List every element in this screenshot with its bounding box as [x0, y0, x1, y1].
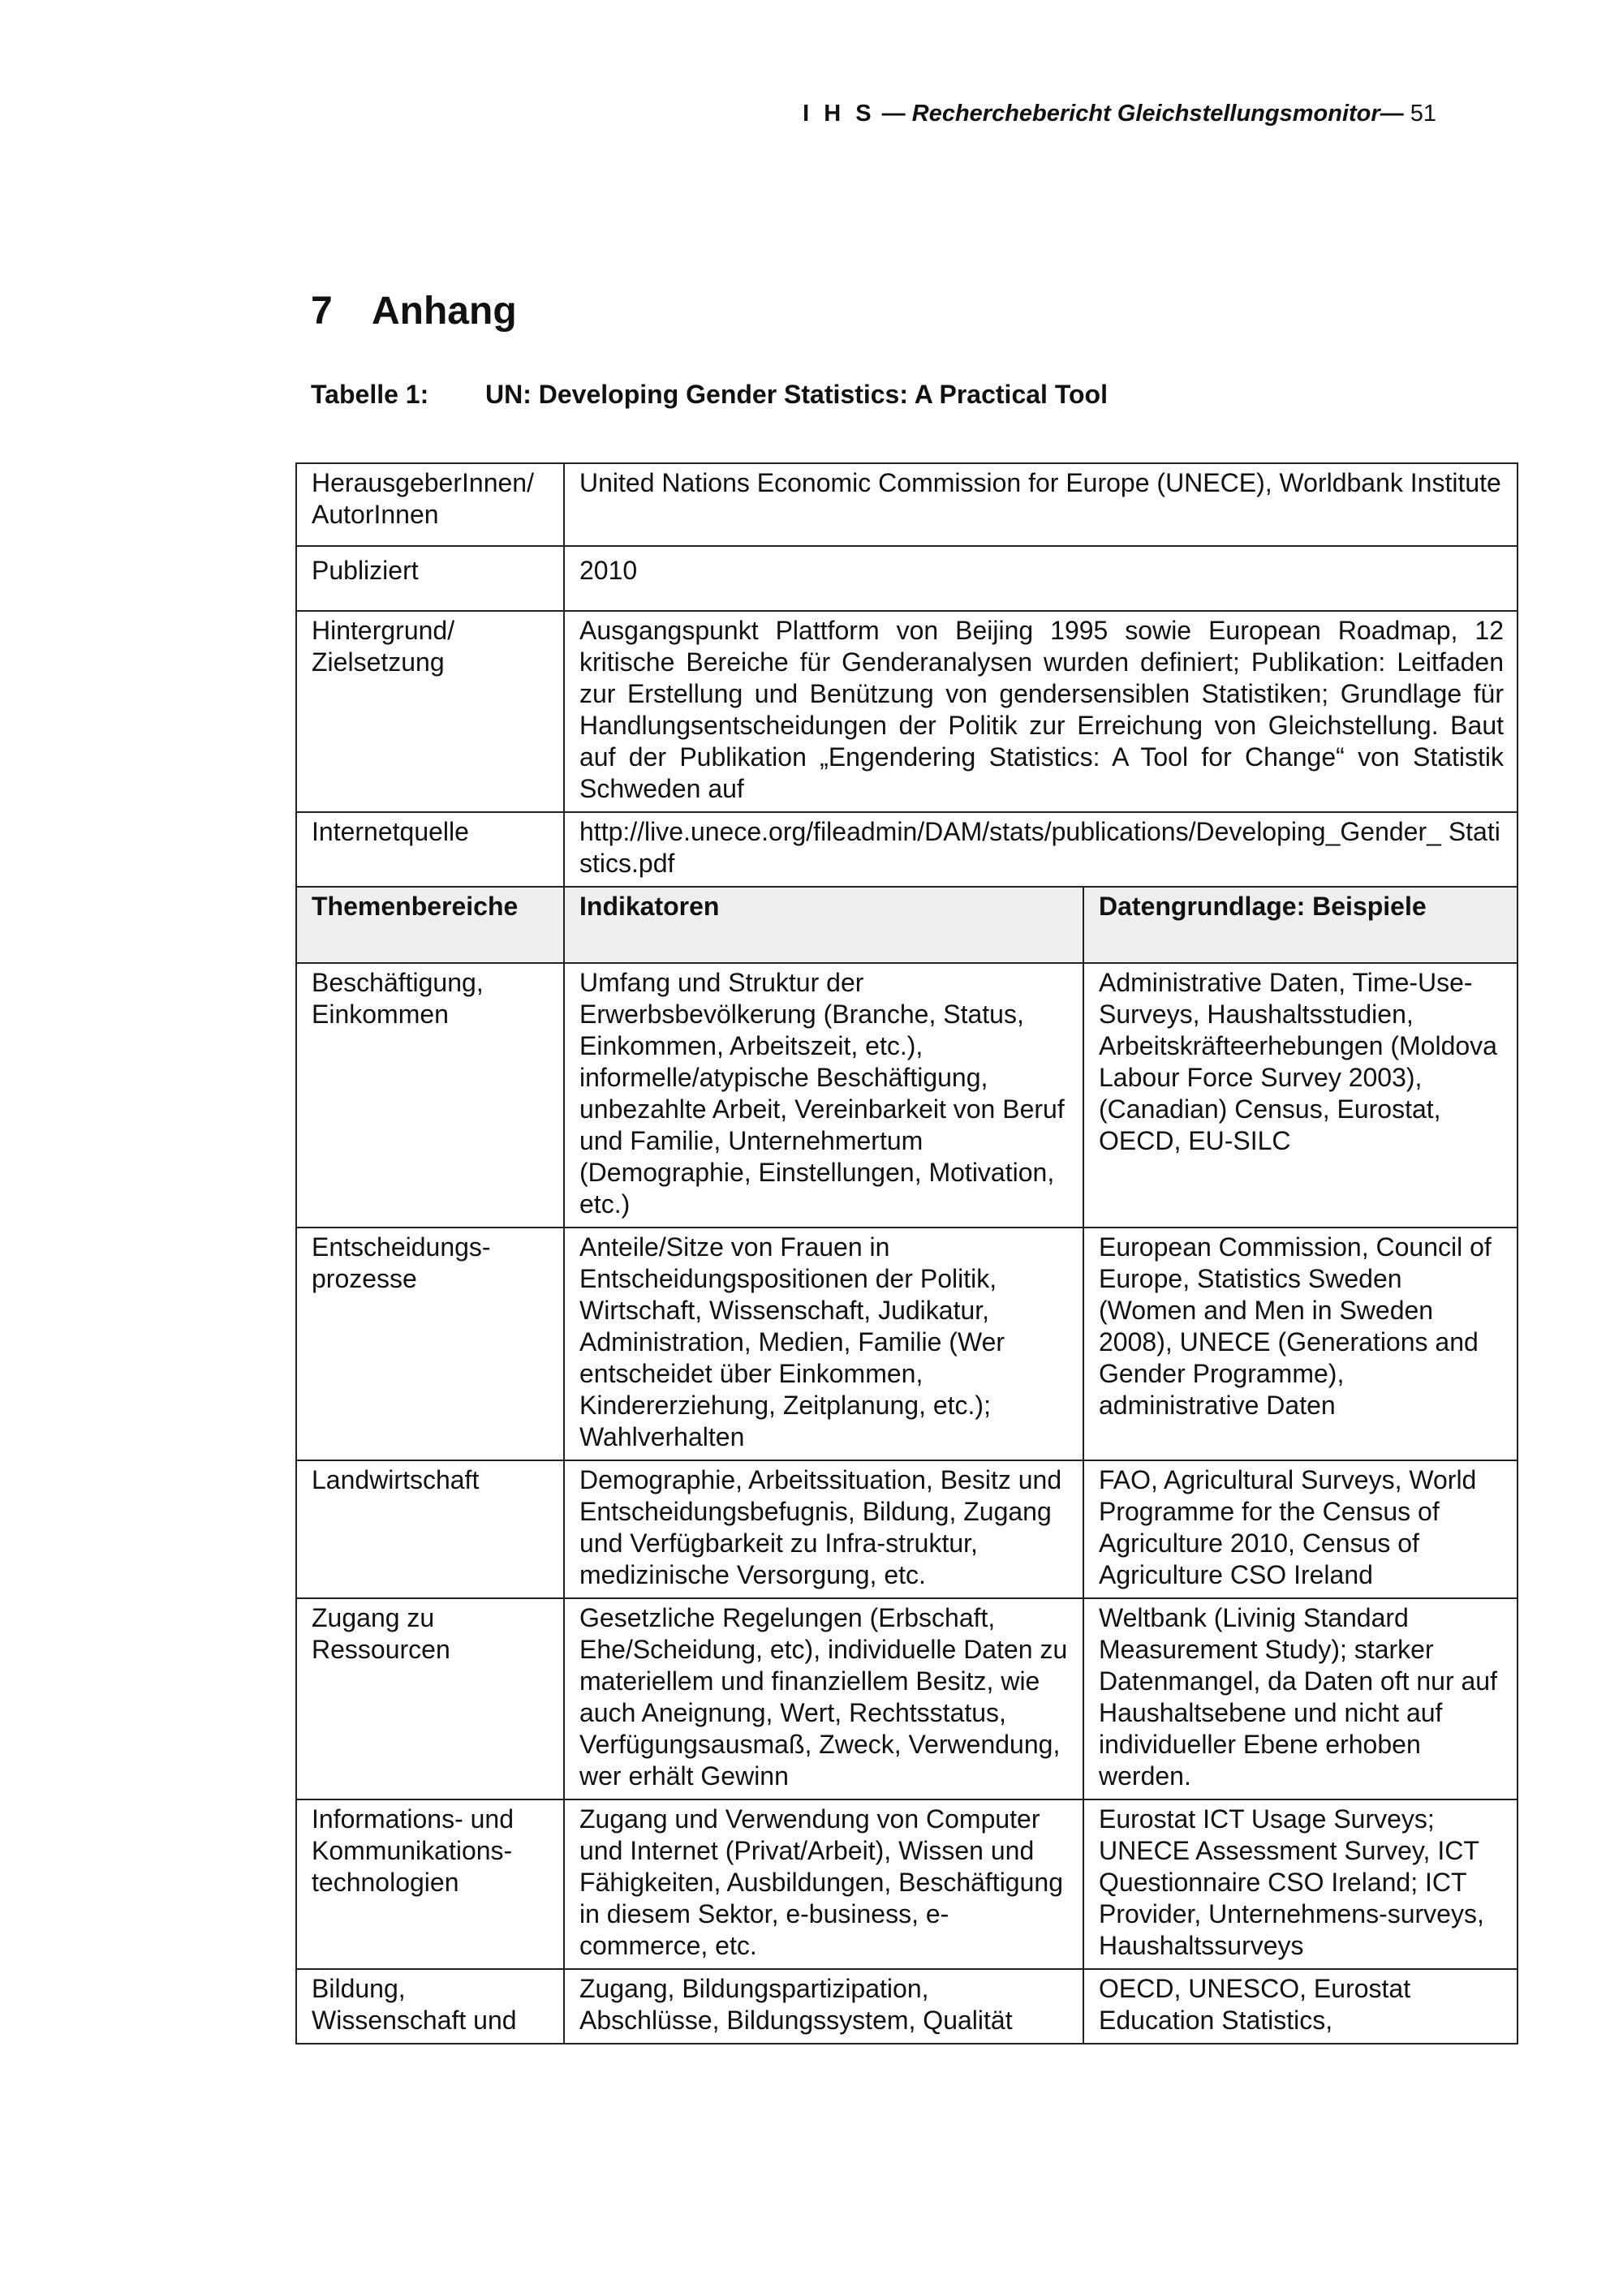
header-separator: — — [875, 101, 912, 127]
indicators-cell: Gesetzliche Regelungen (Erbschaft, Ehe/Scheidung, etc), individuelle Daten zu materiellem und finanziellem Besitz, wie auch Aneignung, Wert, Rechtsstatus, Verfügungsausmaß, Zweck, Verwendung, wer erhält Gewinn — [564, 1598, 1083, 1799]
published-value: 2010 — [564, 546, 1518, 611]
indicators-cell: Demographie, Arbeitssituation, Besitz und Entscheidungsbefugnis, Bildung, Zugang und Verfügbarkeit zu Infra-struktur, medizinische Versorgung, etc. — [564, 1460, 1083, 1598]
chapter-heading — [311, 289, 517, 333]
topic-cell: Zugang zu Ressourcen — [296, 1598, 564, 1799]
source-url[interactable]: http://live.unece.org/fileadmin/DAM/stats/publications/Developing_Gender_ Statistics.pdf — [564, 812, 1518, 887]
table-caption — [311, 380, 1108, 410]
data-source-cell: FAO, Agricultural Surveys, World Programme for the Census of Agriculture 2010, Census of Agriculture CSO Ireland — [1083, 1460, 1518, 1598]
data-source-cell: OECD, UNESCO, Eurostat Education Statistics, — [1083, 1969, 1518, 2044]
caption-title: UN: Developing Gender Statistics: A Practical Tool — [485, 380, 1108, 409]
published-label: Publiziert — [296, 546, 564, 611]
background-value: Ausgangspunkt Plattform von Beijing 1995 sowie European Roadmap, 12 kritische Bereiche für Genderanalysen wurden definiert; Publikation: Leitfaden zur Erstellung und Benützung von gendersensiblen Statistiken; Grundlage für Handlungsentscheidungen der Politik zur Erreichung von Gleichstellung. Baut auf der Publikation „Engendering Statistics: A Tool for Change“ von Statistik Schweden auf — [564, 611, 1518, 812]
table-row-authors — [296, 463, 1518, 546]
column-header-topics: Themenbereiche — [296, 887, 564, 963]
authors-value: United Nations Economic Commission for Europe (UNECE), Worldbank Institute — [564, 463, 1518, 546]
indicators-cell: Zugang, Bildungspartizipation, Abschlüsse, Bildungssystem, Qualität — [564, 1969, 1083, 2044]
data-source-cell: Weltbank (Livinig Standard Measurement Study); starker Datenmangel, da Daten oft nur auf Haushaltsebene und nicht auf individueller Ebene erhoben werden. — [1083, 1598, 1518, 1799]
table-header-row — [296, 887, 1518, 963]
topic-cell: Landwirtschaft — [296, 1460, 564, 1598]
column-header-indicators: Indikatoren — [564, 887, 1083, 963]
table-row — [296, 1598, 1518, 1799]
data-source-cell: Eurostat ICT Usage Surveys; UNECE Assessment Survey, ICT Questionnaire CSO Ireland; ICT Provider, Unternehmens-surveys, Haushaltssurveys — [1083, 1799, 1518, 1969]
table-row — [296, 1969, 1518, 2044]
chapter-number: 7 — [311, 290, 333, 333]
topic-cell: Entscheidungs-prozesse — [296, 1228, 564, 1460]
data-source-cell: European Commission, Council of Europe, Statistics Sweden (Women and Men in Sweden 2008), UNECE (Generations and Gender Programme), administrative Daten — [1083, 1228, 1518, 1460]
source-label: Internetquelle — [296, 812, 564, 887]
header-page-separator: — — [1380, 101, 1410, 127]
table-row — [296, 1460, 1518, 1598]
chapter-title: Anhang — [372, 290, 517, 333]
caption-label: Tabelle 1: — [311, 380, 429, 409]
table-row — [296, 1799, 1518, 1969]
table-row — [296, 1228, 1518, 1460]
background-label: Hintergrund/ Zielsetzung — [296, 611, 564, 812]
table-row-source — [296, 812, 1518, 887]
data-source-cell: Administrative Daten, Time-Use-Surveys, Haushaltsstudien, Arbeitskräfteerhebungen (Moldova Labour Force Survey 2003), (Canadian) Census, Eurostat, OECD, EU-SILC — [1083, 963, 1518, 1228]
table-row — [296, 963, 1518, 1228]
indicators-cell: Zugang und Verwendung von Computer und Internet (Privat/Arbeit), Wissen und Fähigkeiten, Ausbildungen, Beschäftigung in diesem Sektor, e-business, e-commerce, etc. — [564, 1799, 1083, 1969]
running-header — [803, 101, 1436, 127]
indicators-cell: Anteile/Sitze von Frauen in Entscheidungspositionen der Politik, Wirtschaft, Wissenschaft, Judikatur, Administration, Medien, Familie (Wer entscheidet über Einkommen, Kindererziehung, Zeitplanung, etc.); Wahlverhalten — [564, 1228, 1083, 1460]
header-org: I H S — [803, 101, 876, 127]
table-row-published — [296, 546, 1518, 611]
column-header-data: Datengrundlage: Beispiele — [1083, 887, 1518, 963]
indicators-cell: Umfang und Struktur der Erwerbsbevölkerung (Branche, Status, Einkommen, Arbeitszeit, etc.), informelle/atypische Beschäftigung, unbezahlte Arbeit, Vereinbarkeit von Beruf und Familie, Unternehmertum (Demographie, Einstellungen, Motivation, etc.) — [564, 963, 1083, 1228]
table-row-background — [296, 611, 1518, 812]
gender-statistics-table — [295, 462, 1518, 2044]
header-title: Recherchebericht Gleichstellungsmonitor — [911, 101, 1380, 127]
authors-label: HerausgeberInnen/ AutorInnen — [296, 463, 564, 546]
topic-cell: Bildung, Wissenschaft und — [296, 1969, 564, 2044]
page-number: 51 — [1410, 101, 1436, 127]
topic-cell: Beschäftigung, Einkommen — [296, 963, 564, 1228]
topic-cell: Informations- und Kommunikations-technologien — [296, 1799, 564, 1969]
